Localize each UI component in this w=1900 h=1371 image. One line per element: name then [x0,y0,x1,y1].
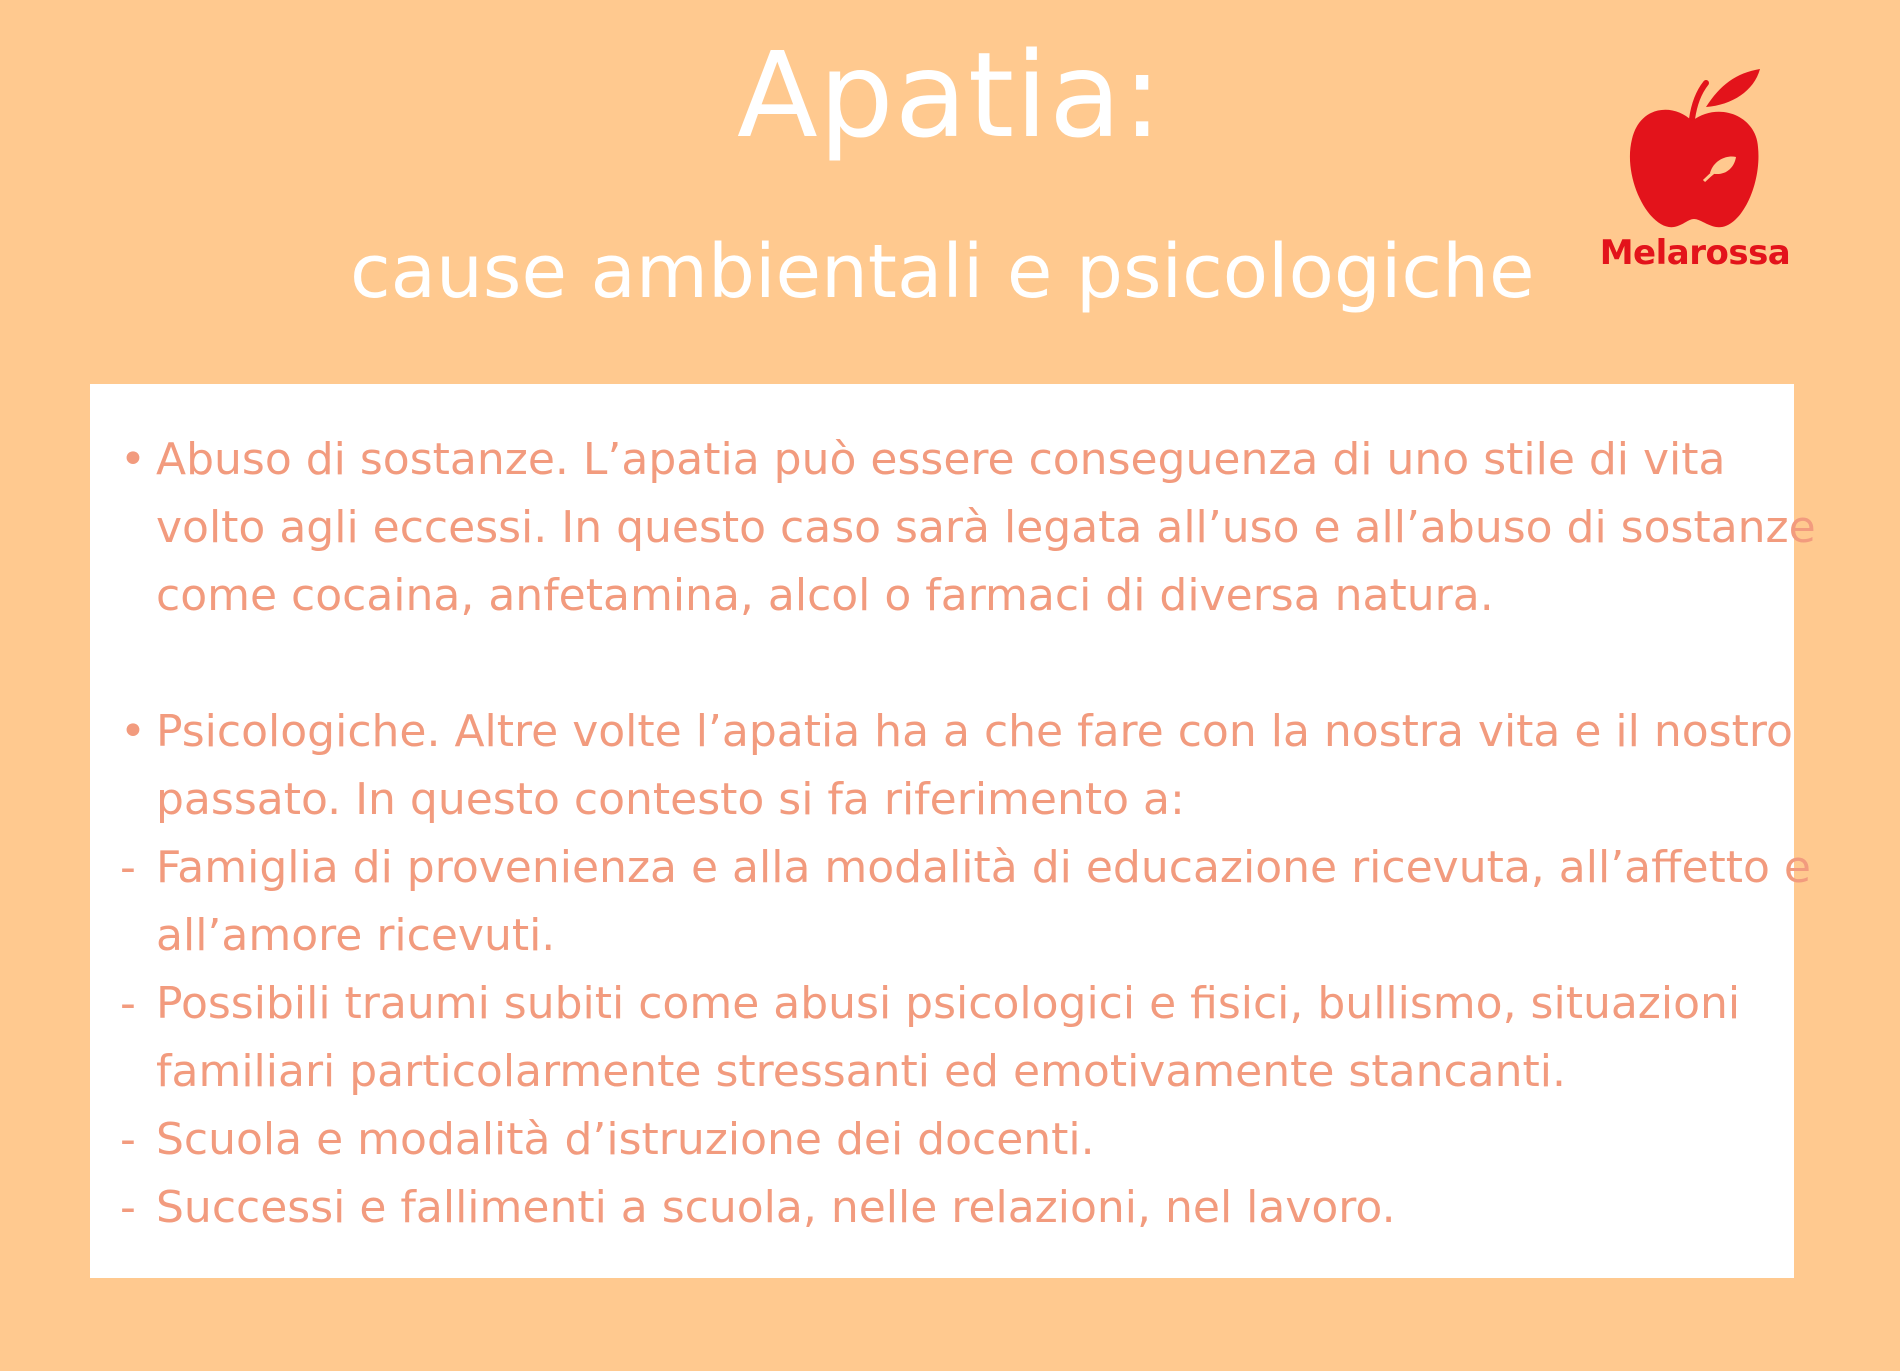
list-item: - Famiglia di provenienza e alla modalità di educazione ricevuta, all’affetto e all’amore ricevuti. [120,842,1812,961]
list-item: • Psicologiche. Altre volte l’apatia ha a che fare con la nostra vita e il nostro passato. In questo contesto si fa riferimento a: [120,706,1793,825]
apple-icon [1628,55,1762,235]
list-item: • Abuso di sostanze. L’apatia può essere conseguenza di uno stile di vita volto agli eccessi. In questo caso sarà legata all’uso e all’abuso di sostanze come cocaina, anfetamina, alcol o farmaci di diversa natura. [120,434,1816,621]
brand-name: Melarossa [1599,233,1791,273]
list-item: - Scuola e modalità d’istruzione dei docenti. [120,1114,1095,1165]
page-title: Apatia: [736,26,1164,164]
page-subtitle: cause ambientali e psicologiche [350,229,1535,315]
list-item: - Successi e fallimenti a scuola, nelle relazioni, nel lavoro. [120,1182,1396,1233]
content-card [90,384,1816,1278]
list-item: - Possibili traumi subiti come abusi psicologici e fisici, bullismo, situazioni familiari particolarmente stressanti ed emotivamente stancanti. [120,978,1741,1097]
brand-logo [1585,55,1805,295]
